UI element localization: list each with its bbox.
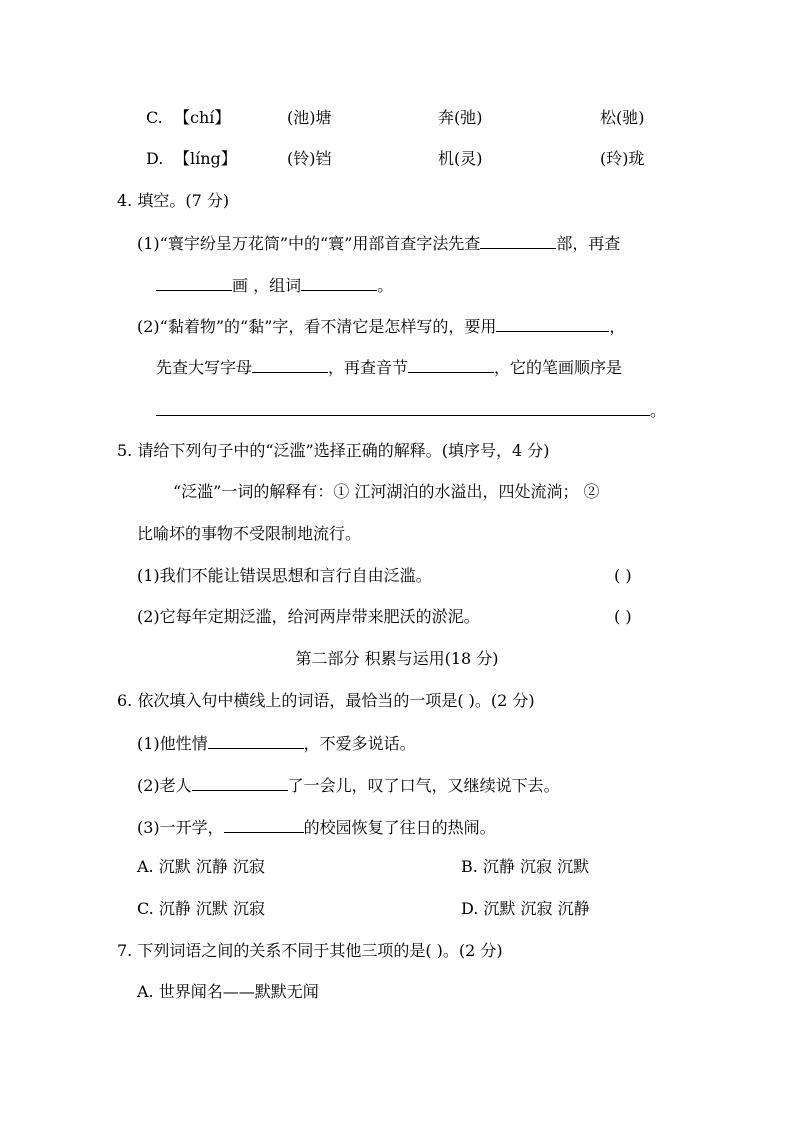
q3-option-c-word1: (池)塘: [287, 108, 332, 127]
q6-sentence-3: [137, 816, 496, 838]
q3-option-d-word3: (玲)珑: [600, 149, 645, 168]
q5-sentence-1: (1)我们不能让错误思想和言行自由泛滥。: [137, 566, 432, 585]
q6-blank-3[interactable]: [224, 816, 304, 833]
q4-part2-line1: [137, 315, 625, 337]
q5-sentence-2: (2)它每年定期泛滥，给河两岸带来肥沃的淤泥。: [137, 607, 480, 626]
q4-part2-line3: [156, 399, 666, 421]
q4-title: 4. 填空。(7 分): [117, 191, 230, 210]
q5-definition-line1: “泛滥”一词的解释有：① 江河湖泊的水溢出，四处流淌； ②: [173, 482, 600, 501]
q3-option-c-word2: 奔(弛): [438, 108, 483, 127]
q4-p2-text-f: 。: [650, 401, 667, 420]
q4-part2-line2: [156, 356, 622, 378]
q6-sentence-1: [137, 732, 416, 754]
q6-title: 6. 依次填入句中横线上的词语，最恰当的一项是( )。(2 分): [117, 691, 535, 710]
q3-option-c-pinyin: 【chí】: [174, 108, 231, 127]
q4-stroke-order-blank[interactable]: [156, 399, 650, 416]
q4-radical-blank[interactable]: [480, 232, 556, 249]
q4-syllable-blank[interactable]: [408, 356, 494, 373]
q4-p2-text-d: ，再查音节: [328, 358, 409, 377]
q6-s2-text-a: (2)老人: [137, 776, 192, 795]
q5-title: 5. 请给下列句子中的“泛滥”选择正确的解释。(填序号，4 分): [117, 441, 550, 460]
q6-s1-text-a: (1)他性情: [137, 734, 208, 753]
q5-answer-paren-2[interactable]: ( ): [614, 607, 632, 626]
q3-option-d-word2: 机(灵): [438, 149, 483, 168]
q6-option-c[interactable]: C. 沉静 沉默 沉寂: [137, 899, 266, 918]
q4-part1-line1: [137, 232, 620, 254]
q4-part1-line2: [156, 274, 393, 296]
q4-capital-letter-blank[interactable]: [252, 356, 328, 373]
q4-p2-text-c: 先查大写字母: [156, 358, 253, 377]
q6-sentence-2: [137, 774, 560, 796]
q4-p1-text-b: 部，再查: [556, 234, 621, 253]
q4-p1-text-a: (1)“寰宇纷呈万花筒”中的“寰”用部首查字法先查: [137, 234, 481, 253]
q6-s2-text-b: 了一会儿，叹了口气，又继续说下去。: [287, 776, 560, 795]
q5-definition-line2: 比喻坏的事物不受限制地流行。: [137, 524, 362, 543]
q7-option-a[interactable]: A. 世界闻名——默默无闻: [137, 982, 319, 1001]
q5-answer-paren-1[interactable]: ( ): [614, 566, 632, 585]
q4-word-blank[interactable]: [301, 274, 377, 291]
q4-p1-text-c: 画 ，组词: [232, 276, 302, 295]
q6-s1-text-b: ，不爱多说话。: [303, 734, 416, 753]
q3-option-c-letter: C.: [146, 108, 163, 127]
q3-option-d-word1: (铃)铛: [287, 149, 332, 168]
q4-p2-text-a: (2)“黏着物”的“黏”字，看不清它是怎样写的，要用: [137, 317, 497, 336]
q3-option-d-letter: D.: [146, 149, 164, 168]
q4-p1-text-d: 。: [377, 276, 394, 295]
q6-option-b[interactable]: B. 沉静 沉寂 沉默: [461, 857, 590, 876]
part2-heading: 第二部分 积累与运用(18 分): [295, 649, 499, 668]
q6-s3-text-b: 的校园恢复了往日的热闹。: [303, 818, 496, 837]
q6-s3-text-a: (3)一开学，: [137, 818, 224, 837]
q6-blank-1[interactable]: [208, 732, 304, 749]
q6-blank-2[interactable]: [192, 774, 288, 791]
q3-option-d-pinyin: 【líng】: [174, 149, 237, 168]
q7-title: 7. 下列词语之间的关系不同于其他三项的是( )。(2 分): [117, 941, 503, 960]
q6-option-a[interactable]: A. 沉默 沉静 沉寂: [137, 857, 265, 876]
q4-p2-text-b: ，: [609, 317, 626, 336]
q4-method-blank[interactable]: [496, 315, 609, 332]
q6-option-d[interactable]: D. 沉默 沉寂 沉静: [461, 899, 590, 918]
q3-option-c-word3: 松(驰): [600, 108, 645, 127]
q4-stroke-blank[interactable]: [156, 274, 232, 291]
q4-p2-text-e: ，它的笔画顺序是: [494, 358, 623, 377]
